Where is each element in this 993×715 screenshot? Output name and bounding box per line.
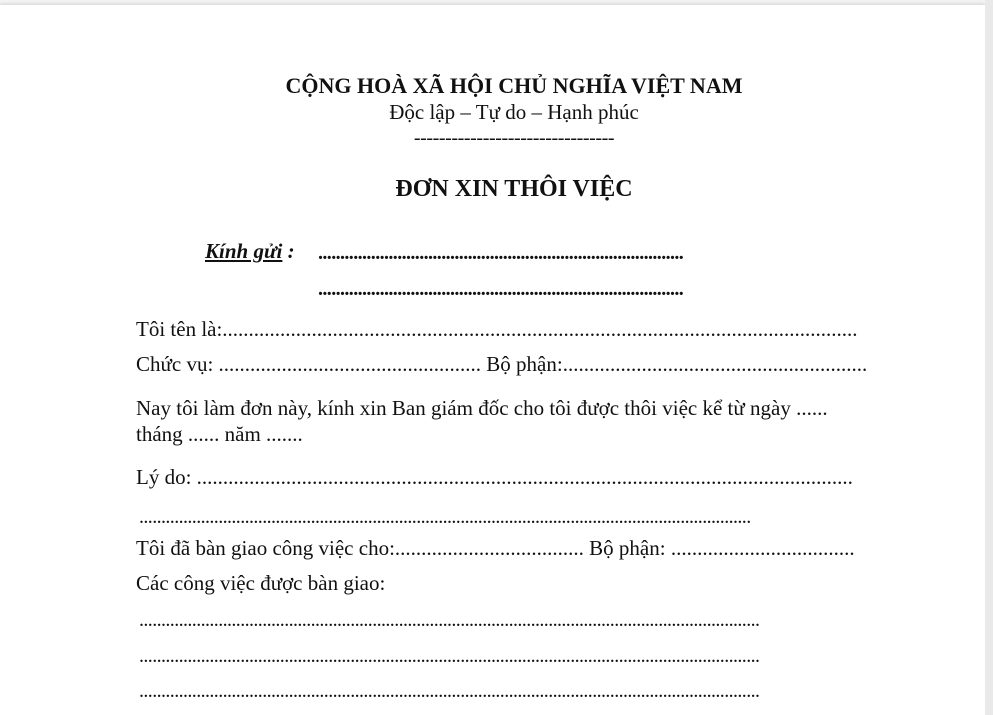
document-title: ĐƠN XIN THÔI VIỆC <box>395 176 633 202</box>
name-field: Tôi tên là:......................................................................................................................... <box>136 317 858 341</box>
handover-tasks-label: Các công việc được bàn giao: <box>136 571 386 595</box>
header-divider: -------------------------------- <box>413 127 615 149</box>
document-page <box>0 5 985 715</box>
vertical-scrollbar[interactable] <box>985 0 993 715</box>
reason-continued-line: ........................................................................................................................................... <box>139 506 751 528</box>
task-line-1: ............................................................................................................................................. <box>139 609 760 631</box>
request-text-line-1: Nay tôi làm đơn này, kính xin Ban giám đốc cho tôi được thôi việc kể từ ngày ...... <box>136 396 828 420</box>
motto: Độc lập – Tự do – Hạnh phúc <box>389 100 639 124</box>
recipient-line-1: ................................................................................... <box>318 242 684 264</box>
nation-heading: CỘNG HOÀ XÃ HỘI CHỦ NGHĨA VIỆT NAM <box>285 73 743 98</box>
salutation-colon: : <box>282 239 295 263</box>
request-text-line-2: tháng ...... năm ....... <box>136 422 303 446</box>
salutation-label <box>205 241 295 262</box>
reason-field: Lý do: ............................................................................................................................. <box>136 465 853 489</box>
task-line-2: ............................................................................................................................................. <box>139 645 760 667</box>
recipient-line-2: ................................................................................... <box>318 278 684 300</box>
task-line-3: ............................................................................................................................................. <box>139 680 760 702</box>
salutation-text: Kính gửi <box>205 239 283 263</box>
handover-field: Tôi đã bàn giao công việc cho:.................................... Bộ phận: ................................... <box>136 536 855 560</box>
position-department-field: Chức vụ: .................................................. Bộ phận:.......................................................... <box>136 352 868 376</box>
